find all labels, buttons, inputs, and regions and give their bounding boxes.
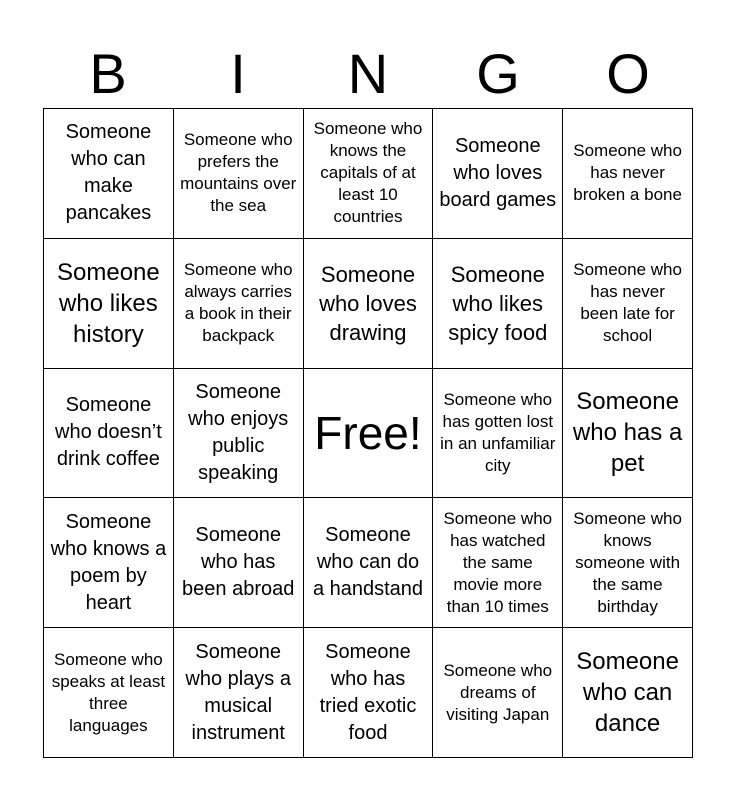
header-letter-g: G [476,42,520,105]
cell-text: Someone who plays a musical instrument [185,640,291,744]
cell-text: Someone who knows the capitals of at least 10 countries [313,119,423,227]
cell-text: Someone who has never broken a bone [573,141,682,205]
cell-text: Someone who always carries a book in their backpack [183,260,293,346]
cell-text: Someone who knows someone with the same birthday [573,508,682,616]
cell-text: Someone who can dance [576,648,679,738]
bingo-cell[interactable] [44,498,174,628]
cell-text: Someone who has never been late for school [573,260,682,346]
cell-text: Someone who loves drawing [319,261,417,345]
bingo-cell[interactable] [304,628,434,758]
cell-text: Someone who has watched the same movie more than 10 times [443,508,553,616]
bingo-cell[interactable] [433,109,563,239]
free-space-label: Free! [314,406,422,459]
bingo-cell[interactable] [174,498,304,628]
bingo-cell[interactable] [174,239,304,369]
cell-text: Someone who can make pancakes [65,121,152,225]
header-letter-o: O [606,42,650,105]
cell-text: Someone who enjoys public speaking [188,380,289,484]
bingo-cell[interactable] [433,239,563,369]
cell-text: Someone who has been abroad [182,524,295,601]
bingo-cell[interactable] [563,369,693,499]
cell-text: Someone who prefers the mountains over the sea [180,130,297,216]
bingo-cell[interactable] [433,498,563,628]
bingo-cell[interactable] [433,628,563,758]
bingo-cell[interactable] [304,109,434,239]
bingo-cell[interactable] [174,628,304,758]
cell-text: Someone who knows a poem by heart [50,510,167,614]
bingo-cell[interactable] [563,109,693,239]
bingo-cell[interactable] [433,369,563,499]
bingo-cell[interactable] [44,369,174,499]
bingo-cell[interactable] [44,109,174,239]
bingo-cell[interactable] [174,369,304,499]
cell-text: Someone who loves board games [439,134,557,211]
cell-text: Someone who doesn’t drink coffee [55,394,162,471]
header-letter-b: B [89,42,127,105]
cell-text: Someone who has a pet [572,388,683,478]
bingo-cell[interactable] [563,239,693,369]
cell-text: Someone who likes history [57,258,160,348]
bingo-cell[interactable] [563,498,693,628]
bingo-cell[interactable] [174,109,304,239]
cell-text: Someone who has tried exotic food [319,640,417,744]
bingo-cell[interactable] [44,239,174,369]
header-letter-n: N [347,42,389,105]
cell-text: Someone who dreams of visiting Japan [443,660,553,724]
bingo-header [43,40,693,108]
cell-text: Someone who speaks at least three languages [51,649,166,735]
bingo-grid [43,108,693,758]
bingo-cell[interactable] [44,628,174,758]
free-space-cell[interactable] [304,369,434,499]
cell-text: Someone who can do a handstand [312,524,424,601]
header-letter-i: I [230,42,246,105]
cell-text: Someone who has gotten lost in an unfamiliar city [440,389,556,475]
cell-text: Someone who likes spicy food [448,261,548,345]
bingo-cell[interactable] [563,628,693,758]
bingo-cell[interactable] [304,498,434,628]
bingo-cell[interactable] [304,239,434,369]
